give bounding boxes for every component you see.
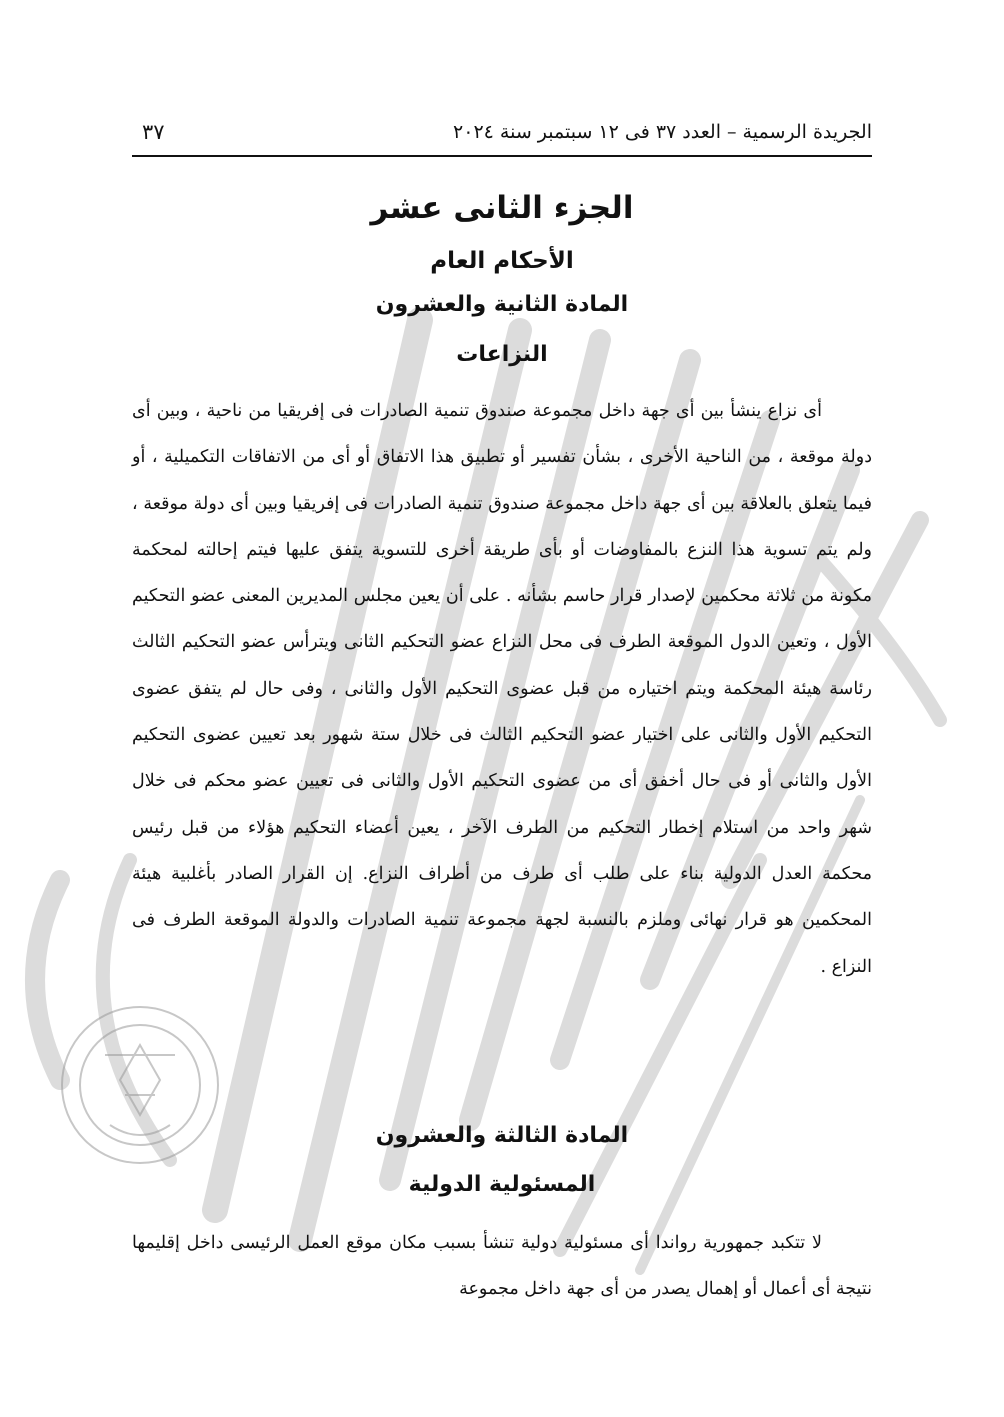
article-22-subject: النزاعات — [456, 342, 548, 367]
header-rule — [132, 155, 872, 157]
header-page-number: ٣٧ — [142, 120, 165, 144]
article-22-title: المادة الثانية والعشرون — [375, 292, 629, 317]
section-title: الأحكام العام — [430, 248, 574, 274]
part-title: الجزء الثانى عشر — [370, 190, 634, 226]
article-23-title: المادة الثالثة والعشرون — [375, 1123, 629, 1148]
article-22-paragraph: أى نزاع ينشأ بين أى جهة داخل مجموعة صندوق تنمية الصادرات فى إفريقيا من ناحية ، وبين أى دولة موقعة ، من الناحية الأخرى ، بشأن تفسير أو تطبيق هذا الاتفاق أو أى من الاتفاقات التكميلية ، أو فيما يتعلق بالعلاقة بين أى جهة داخل مجموعة صندوق تنمية الصادرات فى إفريقيا وبين أى دولة موقعة ، ولم يتم تسوية هذا النزع بالمفاوضات أو بأى طريقة أخرى للتسوية يتفق عليها فيتم إحالته لمحكمة مكونة من ثلاثة محكمين لإصدار قرار حاسم بشأنه . على أن يعين مجلس المديرين المعنى عضو التحكيم الأول ، وتعين الدول الموقعة الطرف فى محل النزاع عضو التحكيم الثانى ويترأس عضو التحكيم الثالث رئاسة هيئة المحكمة ويتم اختياره من قبل عضوى التحكيم الأول والثانى ، وفى حال لم يتفق عضوى التحكيم الأول والثانى على اختيار عضو التحكيم الثالث فى خلال ستة شهور بعد تعيين عضوى التحكيم الأول والثانى أو فى حال أخفق أى من عضوى التحكيم الأول والثانى فى تعيين عضو محكم فى خلال شهر واحد من استلام إخطار التحكيم من الطرف الآخر ، يعين أعضاء التحكيم هؤلاء من قبل رئيس محكمة العدل الدولية بناء على طلب أى طرف من أطراف النزاع. إن القرار الصادر بأغلبية هيئة المحكمين هو قرار نهائى وملزم بالنسبة لجهة مجموعة تنمية الصادرات والدولة الموقعة الطرف فى النزاع . — [132, 401, 872, 977]
header-title: الجريدة الرسمية – العدد ٣٧ فى ١٢ سبتمبر سنة ٢٠٢٤ — [453, 121, 872, 143]
article-23-paragraph: لا تتكبد جمهورية رواندا أى مسئولية دولية تنشأ بسبب مكان موقع العمل الرئيسى داخل إقليمها نتيجة أى أعمال أو إهمال يصدر من أى جهة داخل مجموعة — [132, 1233, 872, 1300]
government-seal-stamp — [50, 985, 230, 1185]
running-header — [132, 112, 872, 152]
article-23-subject: المسئولية الدولية — [408, 1172, 596, 1197]
